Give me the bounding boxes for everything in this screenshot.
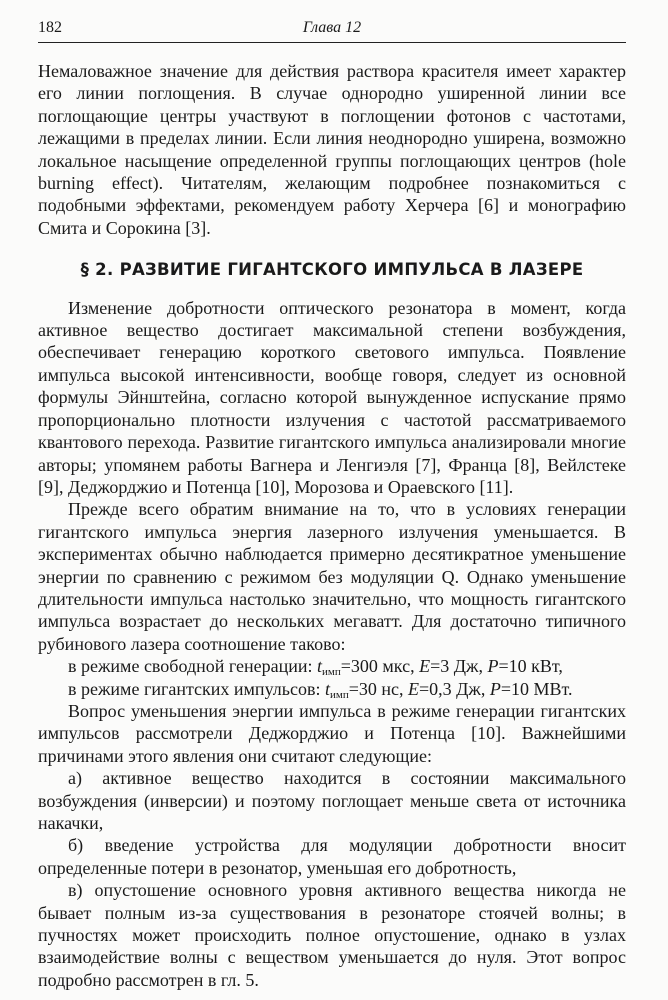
list-item-c: в) опустошение основного уровня активного вещества никогда не бывает полным из-за существования в резонаторе стоячей волны; в пучностях может происходить полное опустошение, однако в узлах взаимодействие волны с веществом уменьшается до нуля. Этот вопрос подробно рассмотрен в гл. 5. — [38, 880, 626, 990]
list-item-a: а) активное вещество находится в состоянии максимального возбуждения (инверсии) и поэтому поглощает меньше света от источника накачки, — [38, 768, 626, 833]
t-subscript: имп — [329, 688, 349, 701]
page-number: 182 — [38, 19, 62, 36]
t-symbol: t — [317, 656, 323, 677]
regime-giant-p: =10 МВт. — [500, 678, 573, 699]
regime-free-t: =300 мкс, — [340, 656, 415, 677]
page-header — [38, 16, 626, 43]
list-item-b: б) введение устройства для модуляции добротности вносит определенные потери в резонатор, уменьшая его добротность, — [38, 835, 626, 878]
power-symbol: P — [487, 656, 499, 677]
t-subscript: имп — [322, 666, 341, 679]
regime-free-generation — [38, 655, 626, 677]
regime-giant-t: =30 нс, — [348, 678, 404, 699]
paragraph-q-switching: Изменение добротности оптического резонатора в момент, когда активное вещество достигает максимальной степени возбуждения, обеспечивает генерацию короткого светового импульса. Появление импульса высокой интенсивности, вообще говоря, следует из основной формулы Эйнштейна, согласно которой вынужденное испускание прямо пропорционально плотности излучения с частотой рассматриваемого квантового перехода. Развитие гигантского импульса анализировали многие авторы; упомянем работы Вагнера и Ленгиэля [7], Франца [8], Вейлстеке [9], Деджорджио и Потенца [10], Морозова и Ораевского [11]. — [38, 297, 626, 497]
regime-giant-e: =0,3 Дж, — [419, 678, 486, 699]
running-title: Глава 12 — [302, 19, 362, 36]
paragraph-intro: Немаловажное значение для действия раствора красителя имеет характер его линии поглощения. В случае однородно уширенной линии все поглощающие центры участвуют в поглощении фотонов с частотами, лежащими в пределах линии. Если линия неоднородно уширена, возможно локальное насыщение определенной группы поглощающих центров (hole burning effect). Читателям, желающим подробнее познакомиться с подобными эффектами, рекомендуем работу Херчера [6] и монографию Смита и Сорокина [3]. — [38, 61, 626, 238]
energy-symbol: E — [419, 656, 431, 677]
regime-free-p: =10 кВт, — [498, 656, 563, 677]
paragraph-causes: Вопрос уменьшения энергии импульса в режиме генерации гигантских импульсов рассмотрели Деджорджио и Потенца [10]. Важнейшими причинами этого явления они считают следующие: — [38, 700, 626, 766]
regime-free-e: =3 Дж, — [430, 656, 483, 677]
power-symbol: P — [489, 678, 501, 699]
section-heading: § 2. РАЗВИТИЕ ГИГАНТСКОГО ИМПУЛЬСА В ЛАЗЕРЕ — [80, 260, 584, 280]
energy-symbol: E — [408, 678, 419, 699]
page-body — [38, 60, 626, 991]
t-symbol: t — [324, 678, 330, 699]
paragraph-energy-reduction: Прежде всего обратим внимание на то, что в условиях генерации гигантского импульса энергия лазерного излучения уменьшается. В экспериментах обычно наблюдается примерно десятикратное уменьшение энергии по сравнению с режимом без модуляции Q. Однако уменьшение длительности импульса настолько значительно, что мощность гигантского импульса возрастает до нескольких мегаватт. Для достаточно типичного рубинового лазера соотношение таково: — [38, 499, 626, 654]
regime-giant-label: в режиме гигантских импульсов: — [68, 678, 321, 699]
regime-free-label: в режиме свободной генерации: — [68, 656, 313, 677]
regime-giant-pulses — [38, 678, 626, 700]
